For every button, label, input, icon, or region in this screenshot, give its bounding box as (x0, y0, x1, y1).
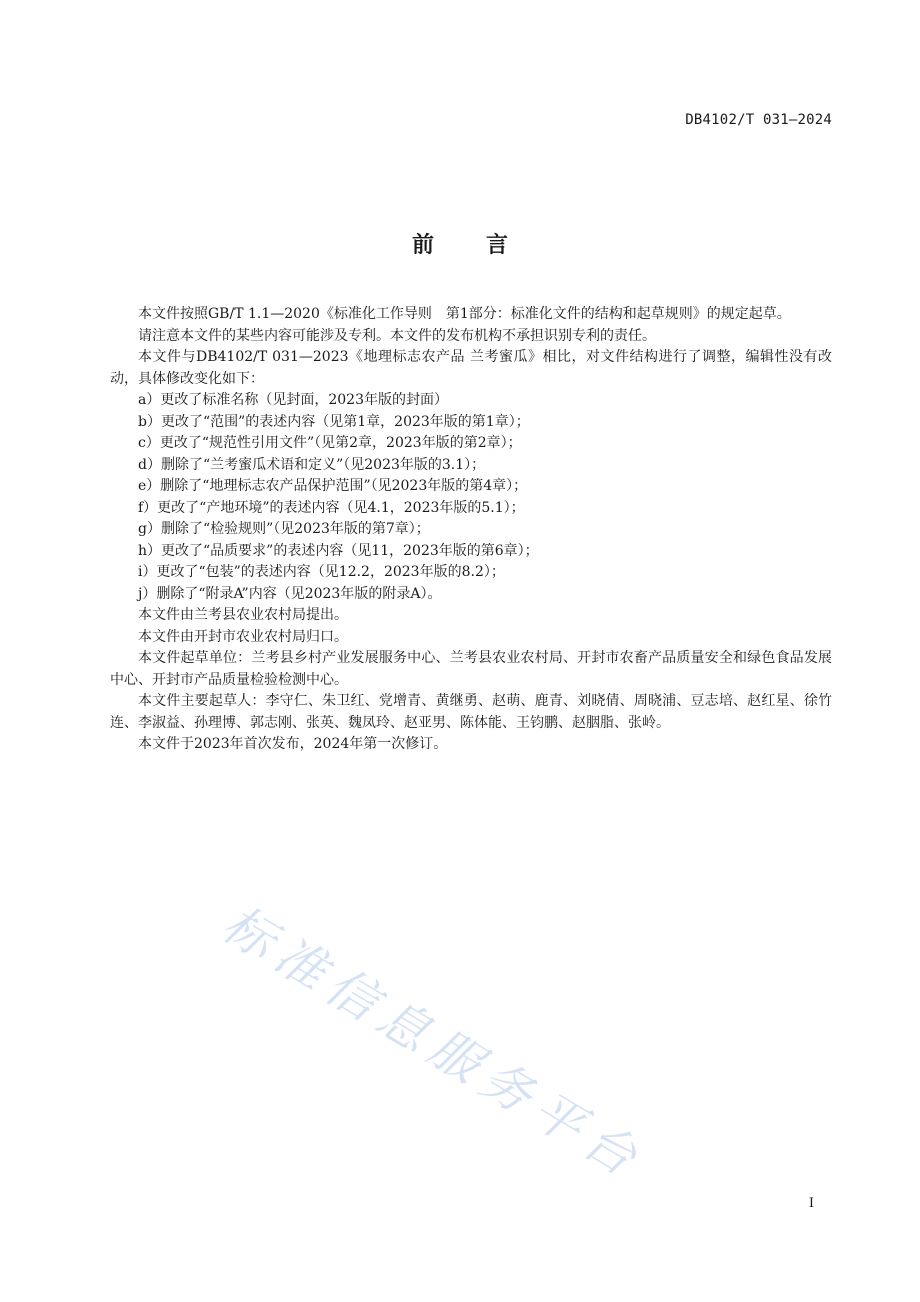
change-item-j: j）删除了“附录A”内容（见2023年版的附录A）。 (138, 585, 442, 602)
paragraph-history: 本文件于2023年首次发布，2024年第一次修订。 (138, 736, 448, 752)
paragraph-centralized: 本文件由开封市农业农村局归口。 (138, 628, 348, 645)
page-title (0, 228, 920, 259)
paragraph-drafting-units: 本文件起草单位：兰考县乡村产业发展服务中心、兰考县农业农村局、开封市农畜产品质量安全和绿色食品发展中心、开封市产品质量检验检测中心。 (110, 650, 832, 688)
paragraph-patent: 请注意本文件的某些内容可能涉及专利。本文件的发布机构不承担识别专利的责任。 (138, 327, 656, 344)
change-item-c: c）更改了“规范性引用文件”（见第2章，2023年版的第2章）； (138, 435, 522, 451)
paragraph-drafters: 本文件主要起草人：李守仁、朱卫红、党增青、黄继勇、赵萌、鹿青、刘晓倩、周晓浦、豆志培、赵红星、徐竹连、李淑益、孙理博、郭志刚、张英、魏凤玲、赵亚男、陈体能、王钧鹏、赵胭脂、张岭。 (110, 693, 832, 731)
foreword-body (110, 304, 832, 756)
title-char-1: 前 (411, 233, 434, 258)
change-item-f: f）更改了“产地环境”的表述内容（见4.1，2023年版的5.1）； (138, 499, 525, 516)
change-item-a: a）更改了标准名称（见封面，2023年版的封面） (138, 392, 448, 408)
change-item-g: g）删除了“检验规则”（见2023年版的第7章）； (138, 521, 430, 537)
change-item-b: b）更改了“范围”的表述内容（见第1章，2023年版的第1章）； (138, 413, 530, 430)
change-item-e: e）删除了“地理标志农产品保护范围”（见2023年版的第4章）； (138, 478, 528, 494)
title-char-2: 言 (486, 233, 509, 258)
change-item-d: d）删除了“兰考蜜瓜术语和定义”（见2023年版的3.1）； (138, 456, 486, 473)
document-code: DB4102/T 031—2024 (685, 112, 832, 128)
change-item-h: h）更改了“品质要求”的表述内容（见11，2023年版的第6章）； (138, 542, 539, 559)
watermark: 标准信息服务平台 (213, 894, 655, 1192)
paragraph-comparison: 本文件与DB4102/T 031—2023《地理标志农产品 兰考蜜瓜》相比，对文件结构进行了调整，编辑性没有改动，具体修改变化如下： (110, 349, 832, 387)
paragraph-proposer: 本文件由兰考县农业农村局提出。 (138, 607, 348, 623)
change-item-i: i）更改了“包装”的表述内容（见12.2，2023年版的8.2）； (138, 564, 505, 580)
paragraph-basis: 本文件按照GB/T 1.1—2020《标准化工作导则 第1部分：标准化文件的结构和起草规则》的规定起草。 (138, 306, 791, 322)
page-number: I (808, 1196, 814, 1211)
